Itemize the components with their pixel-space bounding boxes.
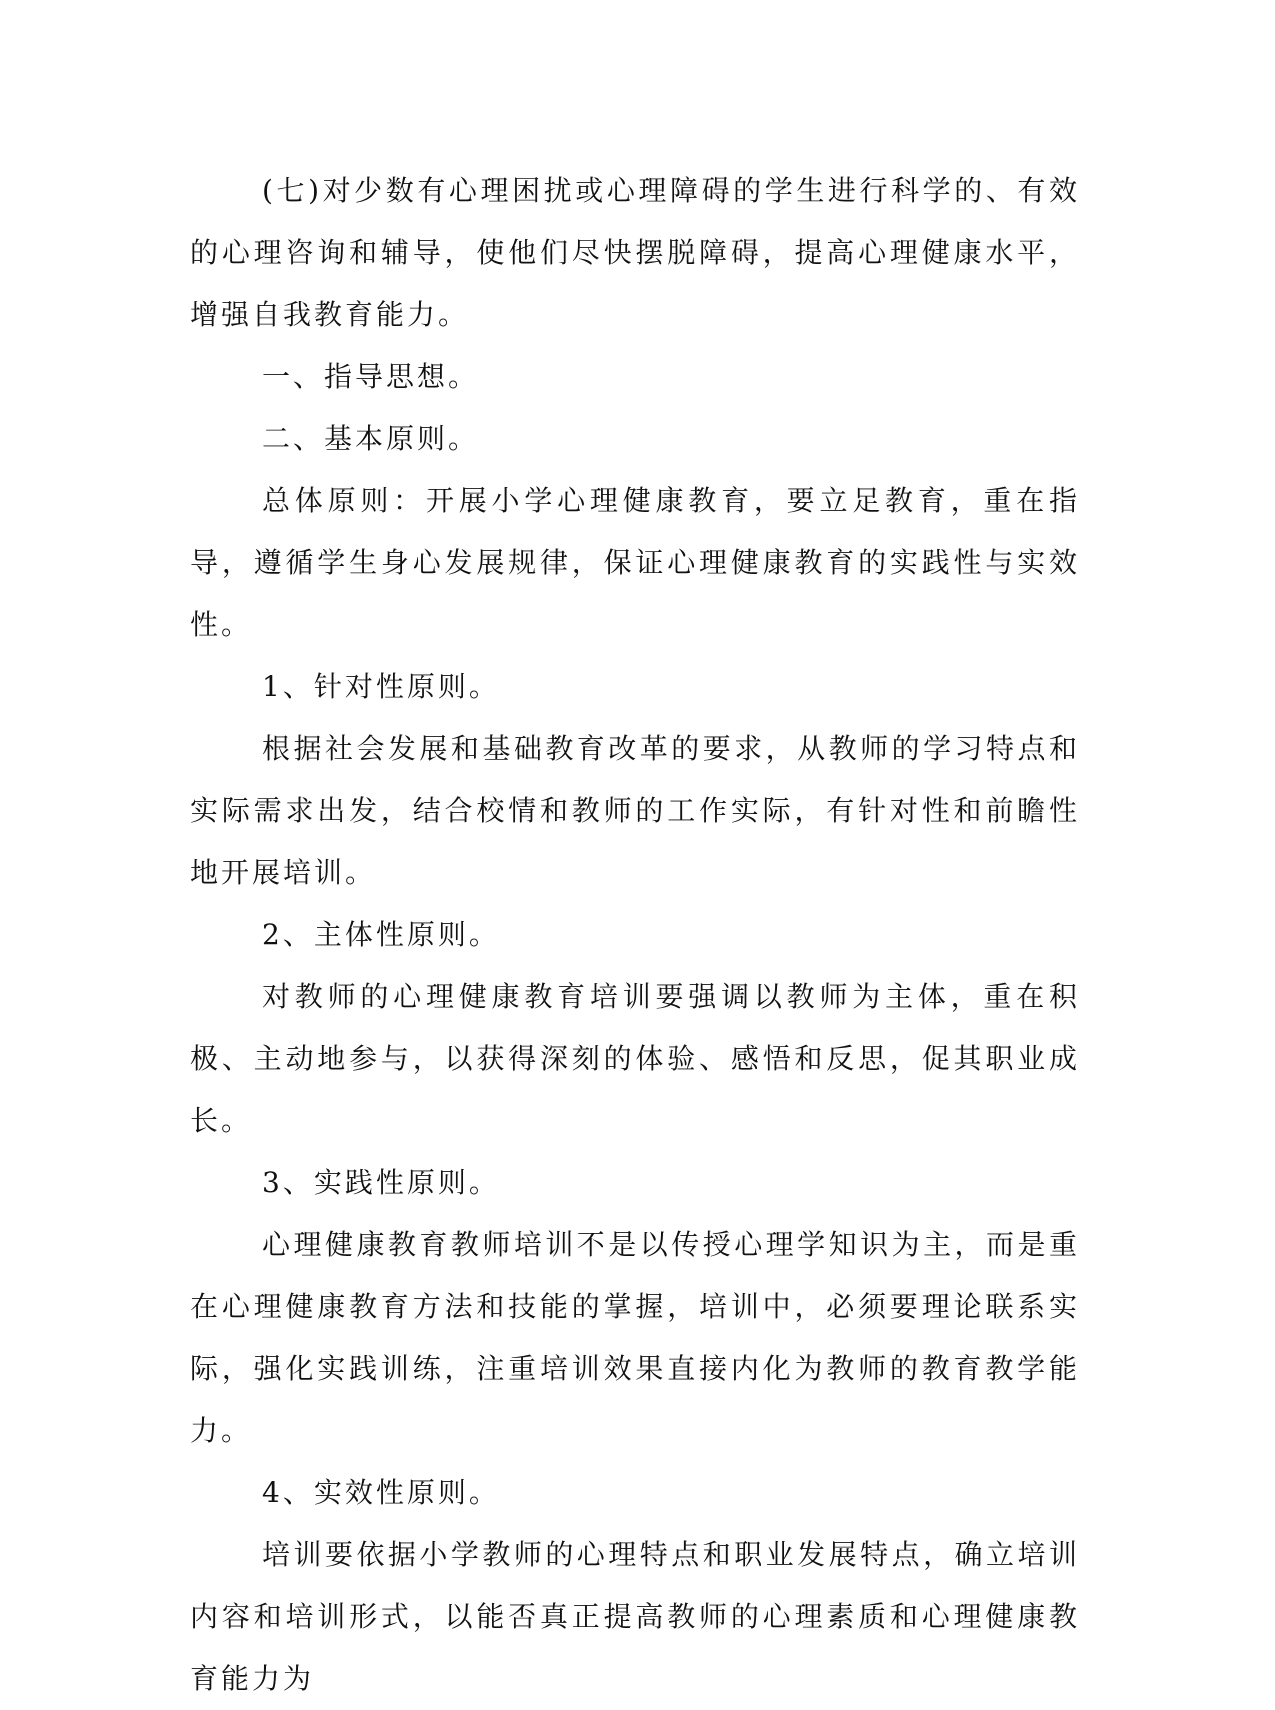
paragraph-effectiveness-principle: 培训要依据小学教师的心理特点和职业发展特点，确立培训内容和培训形式，以能否真正提高教师的心理素质和心理健康教育能力为 [190,1538,1080,1695]
heading-subject-principle: 2、主体性原则。 [262,918,500,951]
heading-practice-principle: 3、实践性原则。 [262,1166,500,1199]
document-body [190,160,1080,1710]
heading-basic-principles: 二、基本原则。 [262,422,480,455]
paragraph-counseling: (七)对少数有心理困扰或心理障碍的学生进行科学的、有效的心理咨询和辅导，使他们尽快摆脱障碍，提高心理健康水平，增强自我教育能力。 [190,174,1080,331]
paragraph-targeted-principle: 根据社会发展和基础教育改革的要求，从教师的学习特点和实际需求出发，结合校情和教师的工作实际，有针对性和前瞻性地开展培训。 [190,732,1080,889]
heading-effectiveness-principle: 4、实效性原则。 [262,1476,500,1509]
paragraph-overall-principle: 总体原则：开展小学心理健康教育，要立足教育，重在指导，遵循学生身心发展规律，保证心理健康教育的实践性与实效性。 [190,484,1080,641]
paragraph-practice-principle: 心理健康教育教师培训不是以传授心理学知识为主，而是重在心理健康教育方法和技能的掌握，培训中，必须要理论联系实际，强化实践训练，注重培训效果直接内化为教师的教育教学能力。 [190,1228,1080,1447]
paragraph-subject-principle: 对教师的心理健康教育培训要强调以教师为主体，重在积极、主动地参与，以获得深刻的体验、感悟和反思，促其职业成长。 [190,980,1080,1137]
heading-targeted-principle: 1、针对性原则。 [262,670,500,703]
heading-guiding-ideology: 一、指导思想。 [262,360,480,393]
